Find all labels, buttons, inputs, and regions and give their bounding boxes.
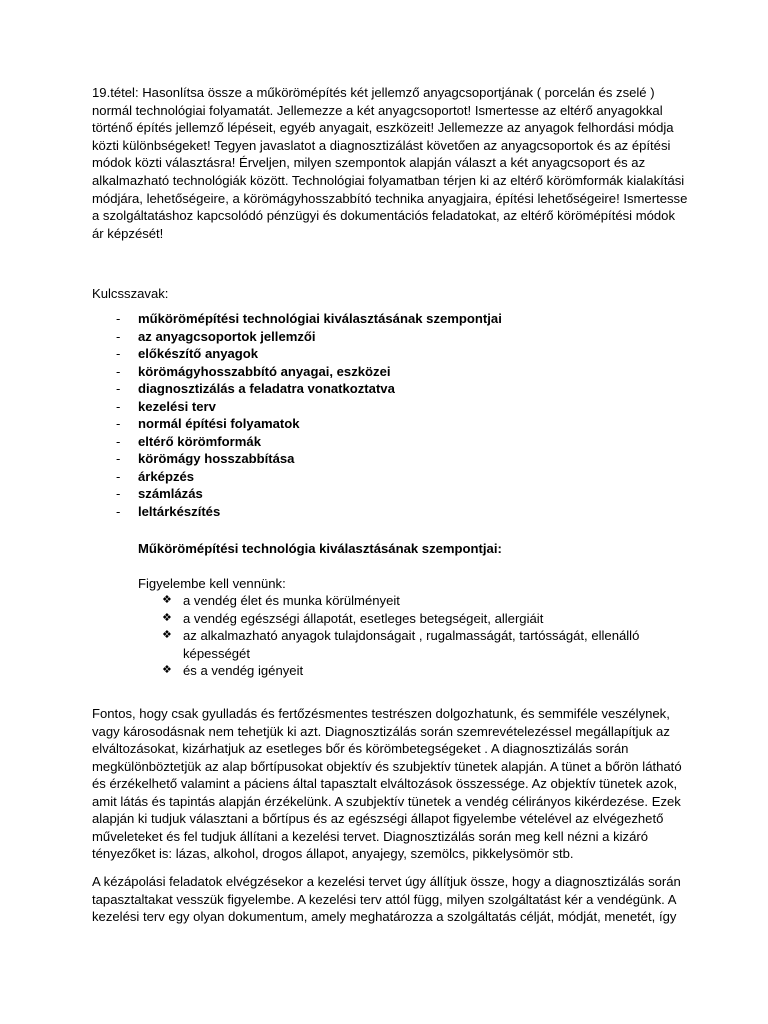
keyword-item [92, 485, 688, 503]
keyword-text: eltérő körömformák [138, 433, 261, 449]
keyword-text: normál építési folyamatok [138, 416, 300, 431]
dash-bullet-icon: - [116, 398, 121, 414]
factor-item [162, 627, 662, 662]
dash-bullet-icon: - [116, 468, 121, 484]
dash-bullet-icon: - [116, 486, 121, 501]
factor-text: az alkalmazható anyagok tulajdonságait , rugalmasságát, tartósságát, ellenálló képességét [183, 628, 640, 661]
keyword-item [92, 398, 688, 416]
dash-bullet-icon: - [116, 416, 121, 431]
diamond-bullet-icon: ❖ [162, 594, 172, 606]
keyword-text: diagnosztizálás a feladatra vonatkoztatva [138, 381, 395, 396]
keyword-item [92, 468, 688, 486]
factor-text: és a vendég igényeit [183, 663, 304, 679]
factor-text: a vendég egészségi állapotát, esetleges betegségeit, allergiáit [183, 610, 544, 626]
section-subheading: Műkörömépítési technológia kiválasztásának szempontjai: [138, 541, 502, 556]
keywords-list [92, 310, 688, 520]
keyword-item [92, 328, 688, 346]
keyword-text: előkészítő anyagok [138, 346, 259, 361]
keyword-text: leltárkészítés [138, 503, 221, 519]
dash-bullet-icon: - [116, 381, 121, 396]
keyword-text: számlázás [138, 486, 203, 501]
keyword-item [92, 345, 688, 363]
factor-text: a vendég élet és munka körülményeit [183, 593, 400, 608]
keyword-text: az anyagcsoportok jellemzői [138, 328, 316, 344]
keyword-text: műkörömépítési technológiai kiválasztásának szempontjai [138, 311, 502, 326]
keyword-item [92, 415, 688, 433]
keyword-item [92, 503, 688, 521]
keyword-text: árképzés [138, 468, 195, 484]
dash-bullet-icon: - [116, 503, 121, 519]
keyword-text: kezelési terv [138, 398, 216, 414]
factor-item [162, 662, 662, 680]
treatment-plan-paragraph: A kézápolási feladatok elvégzésekor a kezelési tervet úgy állítjuk össze, hogy a diagnosztizálás során tapasztaltakat vesszük figyelembe. A kezelési terv attól függ, milyen szolgáltatást kér a vendégünk. A kezelési terv egy olyan dokumentum, amely meghatározza a szolgáltatás célját, módját, menetét, így [92, 874, 681, 924]
consider-label: Figyelembe kell vennünk: [138, 576, 286, 591]
keyword-text: körömágy hosszabbítása [138, 451, 295, 466]
dash-bullet-icon: - [116, 363, 121, 379]
keyword-item [92, 363, 688, 381]
diagnosis-paragraph: Fontos, hogy csak gyulladás és fertőzésmentes testrészen dolgozhatunk, és semmiféle veszélynek, vagy károsodásnak nem tehetjük ki azt. Diagnosztizálás során szemrevételezéssel megállapítjuk az elváltozásokat, kizárhatjuk az esetleges bőr és körömbetegségeket . A diagnosztizálás során megkülönböztetjük az alap bőrtípusokat objektív és szubjektív tünetek alapján. A tünet a bőrön látható és érzékelhető valamint a páciens által tapasztalt elváltozások összessége. Az objektív tünetek azok, amit látás és tapintás alapján érzékelünk. A szubjektív tünetek a vendég célirányos kikérdezése. Ezek alapján ki tudjuk választani a bőrtípus és az egészségi állapot figyelembe vételével az elvégezhető műveleteket és fel tudjuk állítani a kezelési tervet. Diagnosztizálás során meg kell nézni a kizáró tényezőket is: lázas, alkohol, drogos állapot, anyajegy, szemölcs, pikkelysömör stb. [92, 706, 682, 861]
factor-item [162, 592, 662, 610]
dash-bullet-icon: - [116, 346, 121, 361]
keyword-item [92, 450, 688, 468]
document-page [92, 84, 688, 924]
dash-bullet-icon: - [116, 311, 121, 326]
factors-list [162, 592, 662, 680]
dash-bullet-icon: - [116, 328, 121, 344]
keyword-item [92, 380, 688, 398]
dash-bullet-icon: - [116, 433, 121, 449]
dash-bullet-icon: - [116, 451, 121, 466]
diamond-bullet-icon: ❖ [162, 629, 172, 642]
exam-topic-intro: 19.tétel: Hasonlítsa össze a műkörömépítés két jellemző anyagcsoportjának ( porcelán és zselé ) normál technológiai folyamatát. Jellemezze a két anyagcsoportot! Ismertesse az eltérő anyagokkal történő építés jellemző lépéseit, egyéb anyagait, eszközeit! Jellemezze az anyagok felhordási módja közti különbségeket! Tegyen javaslatot a diagnosztizálást követően az anyagcsoportok és az építési módok közti választásra! Érveljen, milyen szempontok alapján választ a két anyagcsoport és az alkalmazható technológiák között. Technológiai folyamatban térjen ki az eltérő körömformák kialakítási módjára, lehetőségeire, a körömágyhosszabbító technika anyagjaira, építési lehetőségeire! Ismertesse a szolgáltatáshoz kapcsolódó pénzügyi és dokumentációs feladatokat, az eltérő körömépítési módok ár képzését! [92, 85, 688, 241]
diamond-bullet-icon: ❖ [162, 611, 172, 624]
keyword-text: körömágyhosszabbító anyagai, eszközei [138, 363, 391, 379]
diamond-bullet-icon: ❖ [162, 664, 172, 677]
factor-item [162, 610, 662, 628]
keywords-heading: Kulcsszavak: [92, 286, 169, 301]
keyword-item [92, 310, 688, 328]
keyword-item [92, 433, 688, 451]
